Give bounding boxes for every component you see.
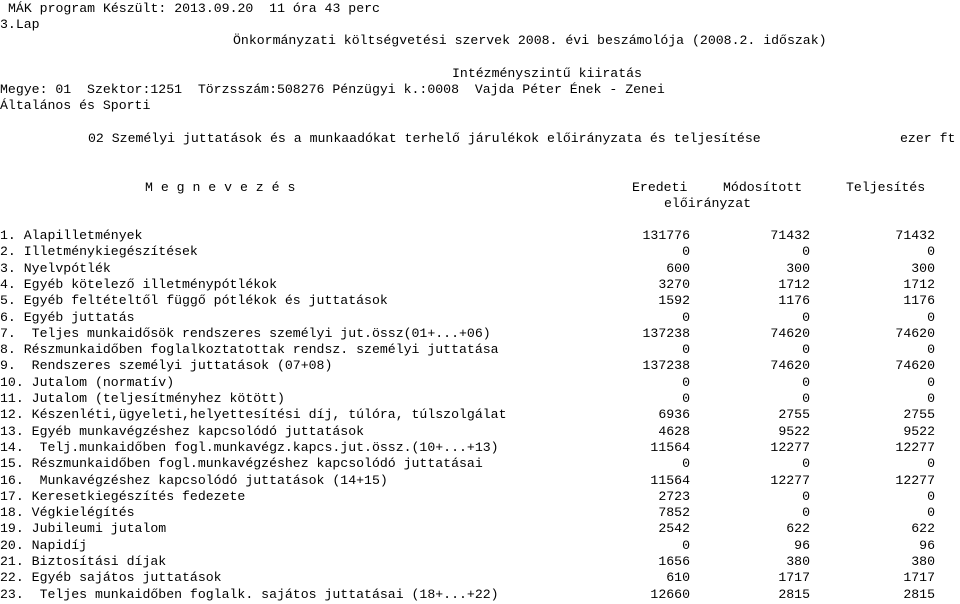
table-row [0,391,960,407]
column-header-actual: Teljesítés [846,180,926,195]
page-number: 3.Lap [0,17,40,32]
row-modified-value: 0 [802,488,810,504]
column-header-name: M e g n e v e z é s [145,180,296,195]
row-original-value: 6936 [658,407,690,423]
row-name: 9. Rendszeres személyi juttatások (07+08) [0,358,333,374]
row-name: 13. Egyéb munkavégzéshez kapcsolódó juttatások [0,423,365,439]
table-row [0,440,960,456]
table-row [0,424,960,440]
row-name: 16. Munkavégzéshez kapcsolódó juttatások (14+15) [0,472,388,488]
table-row [0,456,960,472]
row-modified-value: 12277 [770,439,810,455]
row-name: 4. Egyéb kötelező illetménypótlékok [0,276,277,292]
table-row [0,521,960,537]
row-actual-value: 0 [927,488,935,504]
row-modified-value: 300 [786,260,810,276]
row-modified-value: 0 [802,374,810,390]
row-original-value: 0 [682,391,690,406]
row-original-value: 600 [666,260,690,276]
row-modified-value: 0 [802,505,810,521]
row-modified-value: 74620 [770,325,810,341]
row-original-value: 11564 [650,472,690,488]
row-original-value: 137238 [642,358,690,374]
row-original-value: 12660 [650,586,690,602]
row-modified-value: 0 [802,456,810,472]
row-actual-value: 0 [927,374,935,390]
row-actual-value: 1712 [903,276,935,292]
row-original-value: 0 [682,342,690,358]
row-actual-value: 0 [927,342,935,358]
table-row [0,358,960,374]
row-actual-value: 1717 [903,570,935,586]
row-actual-value: 622 [911,521,935,537]
table-row [0,261,960,277]
row-name: 7. Teljes munkaidősök rendszeres személyi jut.össz(01+...+06) [0,325,491,341]
row-modified-value: 71432 [770,228,810,243]
row-name: 21. Biztosítási díjak [0,554,167,569]
table-row [0,375,960,391]
row-name: 5. Egyéb feltételtől függő pótlékok és juttatások [0,293,388,309]
row-modified-value: 0 [802,309,810,325]
row-modified-value: 2815 [778,586,810,602]
report-title: Önkormányzati költségvetési szervek 2008. évi beszámolója (2008.2. időszak) [233,33,827,48]
row-original-value: 1656 [658,554,690,569]
row-name: 12. Készenléti,ügyeleti,helyettesítési díj, túlóra, túlszolgálat [0,407,507,423]
row-name: 14. Telj.munkaidőben fogl.munkavégz.kapcs.jut.össz.(10+...+13) [0,439,499,455]
row-actual-value: 12277 [895,439,935,455]
row-actual-value: 2755 [903,407,935,423]
row-name: 20. Napidíj [0,537,88,553]
column-header-modified-sub: előirányzat [664,196,752,211]
table-row [0,293,960,309]
table-row [0,538,960,554]
row-modified-value: 1176 [778,293,810,309]
row-original-value: 2723 [658,488,690,504]
row-actual-value: 74620 [895,358,935,374]
row-actual-value: 0 [927,244,935,260]
row-original-value: 4628 [658,423,690,439]
unit-label: ezer ft [900,131,956,146]
row-actual-value: 300 [911,260,935,276]
row-name: 22. Egyéb sajátos juttatások [0,570,222,586]
row-original-value: 610 [666,570,690,586]
row-name: 1. Alapilletmények [0,228,143,243]
row-modified-value: 0 [802,244,810,260]
row-actual-value: 0 [927,309,935,325]
column-header-modified: Módosított [723,180,803,195]
table-row [0,310,960,326]
row-modified-value: 380 [786,554,810,569]
table-row [0,554,960,570]
row-actual-value: 96 [919,537,935,553]
row-modified-value: 1717 [778,570,810,586]
report-subtitle: Intézményszintű kiiratás [452,66,642,81]
row-original-value: 131776 [642,228,690,243]
row-name: 17. Keresetkiegészítés fedezete [0,488,246,504]
row-modified-value: 2755 [778,407,810,423]
table-row [0,505,960,521]
row-actual-value: 0 [927,456,935,472]
row-modified-value: 622 [786,521,810,537]
row-actual-value: 1176 [903,293,935,309]
section-title: 02 Személyi juttatások és a munkaadókat terhelő járulékok előirányzata és teljesítése [88,131,761,146]
institution-id-line-2: Általános és Sporti [0,98,151,113]
row-name: 3. Nyelvpótlék [0,260,111,276]
table-row [0,277,960,293]
table-row [0,489,960,505]
row-name: 8. Részmunkaidőben foglalkoztatottak rendsz. személyi juttatása [0,342,499,358]
row-original-value: 0 [682,244,690,260]
row-name: 10. Jutalom (normatív) [0,374,175,390]
row-modified-value: 9522 [778,423,810,439]
column-header-original: Eredeti [632,180,688,195]
row-name: 15. Részmunkaidőben fogl.munkavégzéshez kapcsolódó juttatásai [0,456,483,472]
row-actual-value: 9522 [903,423,935,439]
row-modified-value: 74620 [770,358,810,374]
row-original-value: 0 [682,456,690,472]
row-original-value: 2542 [658,521,690,537]
row-name: 23. Teljes munkaidőben foglalk. sajátos juttatásai (18+...+22) [0,586,499,602]
row-modified-value: 96 [794,537,810,553]
row-original-value: 1592 [658,293,690,309]
row-modified-value: 0 [802,342,810,358]
row-modified-value: 0 [802,391,810,406]
table-row [0,342,960,358]
row-name: 6. Egyéb juttatás [0,309,135,325]
row-actual-value: 12277 [895,472,935,488]
row-name: 11. Jutalom (teljesítményhez kötött) [0,391,285,406]
row-original-value: 3270 [658,276,690,292]
row-original-value: 137238 [642,325,690,341]
table-row [0,228,960,244]
row-actual-value: 71432 [895,228,935,243]
row-modified-value: 1712 [778,276,810,292]
row-original-value: 0 [682,537,690,553]
row-name: 2. Illetménykiegészítések [0,244,198,260]
row-modified-value: 12277 [770,472,810,488]
institution-id-line: Megye: 01 Szektor:1251 Törzsszám:508276 Pénzügyi k.:0008 Vajda Péter Ének - Zenei [0,82,665,97]
program-info: MÁK program Készült: 2013.09.20 11 óra 43 perc [8,1,380,16]
row-original-value: 7852 [658,505,690,521]
row-actual-value: 2815 [903,586,935,602]
row-actual-value: 74620 [895,325,935,341]
row-original-value: 0 [682,374,690,390]
row-actual-value: 380 [911,554,935,569]
table-row [0,473,960,489]
row-actual-value: 0 [927,391,935,406]
table-row [0,407,960,423]
row-name: 18. Végkielégítés [0,505,135,521]
row-original-value: 0 [682,309,690,325]
table-row [0,587,960,603]
table-row [0,244,960,260]
row-name: 19. Jubileumi jutalom [0,521,167,537]
table-row [0,326,960,342]
row-actual-value: 0 [927,505,935,521]
row-original-value: 11564 [650,439,690,455]
table-row [0,570,960,586]
